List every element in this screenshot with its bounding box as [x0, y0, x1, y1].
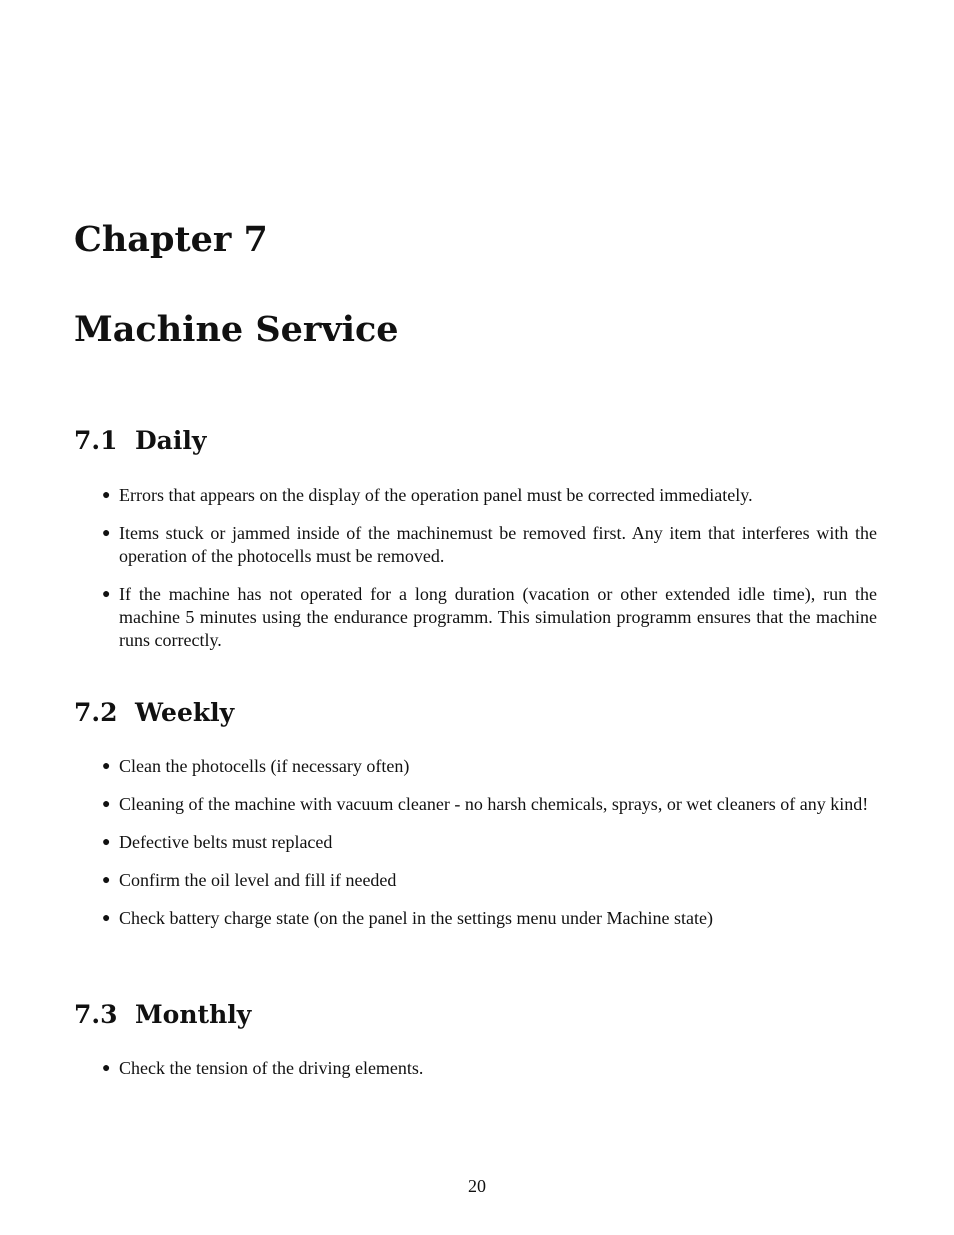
page-number: 20	[468, 1176, 486, 1196]
list-item-text: Items stuck or jammed inside of the machinemust be removed first. Any item that interferes with the operation of the photocells must be removed.	[119, 523, 877, 566]
section-number: 7.1	[74, 426, 118, 455]
bullet-icon: ●	[102, 488, 111, 503]
section-number: 7.3	[74, 1000, 118, 1029]
bullet-icon: ●	[102, 835, 111, 850]
list-item	[102, 522, 877, 568]
chapter-label: Chapter 7	[74, 219, 268, 260]
bullet-list-daily	[102, 484, 877, 667]
section-title: Daily	[135, 426, 207, 455]
bullet-icon: ●	[102, 1061, 111, 1076]
bullet-list-monthly	[102, 1057, 877, 1095]
list-item	[102, 1057, 877, 1080]
bullet-icon: ●	[102, 797, 111, 812]
section-number: 7.2	[74, 698, 118, 727]
bullet-icon: ●	[102, 911, 111, 926]
bullet-icon: ●	[102, 587, 111, 602]
list-item	[102, 869, 877, 892]
list-item-text: Cleaning of the machine with vacuum cleaner - no harsh chemicals, sprays, or wet cleaners of any kind!	[119, 794, 869, 814]
list-item-text: Errors that appears on the display of the operation panel must be corrected immediately.	[119, 485, 753, 505]
section-title: Monthly	[135, 1000, 252, 1029]
bullet-list-weekly	[102, 755, 877, 945]
chapter-title: Machine Service	[74, 309, 399, 350]
list-item	[102, 583, 877, 652]
list-item-text: Confirm the oil level and fill if needed	[119, 870, 397, 890]
list-item	[102, 755, 877, 778]
list-item-text: Defective belts must replaced	[119, 832, 333, 852]
section-title: Weekly	[135, 698, 235, 727]
list-item	[102, 484, 877, 507]
section-heading-weekly	[74, 697, 234, 729]
list-item-text: Check battery charge state (on the panel in the settings menu under Machine state)	[119, 908, 713, 928]
section-heading-monthly	[74, 999, 251, 1031]
bullet-icon: ●	[102, 526, 111, 541]
list-item-text: Clean the photocells (if necessary often)	[119, 756, 410, 776]
list-item-text: Check the tension of the driving elements.	[119, 1058, 424, 1078]
section-heading-daily	[74, 425, 206, 457]
list-item-text: If the machine has not operated for a long duration (vacation or other extended idle time), run the machine 5 minutes using the endurance programm. This simulation programm ensures that the machine runs correctly.	[119, 584, 877, 650]
bullet-icon: ●	[102, 873, 111, 888]
list-item	[102, 907, 877, 930]
list-item	[102, 793, 877, 816]
bullet-icon: ●	[102, 759, 111, 774]
list-item	[102, 831, 877, 854]
